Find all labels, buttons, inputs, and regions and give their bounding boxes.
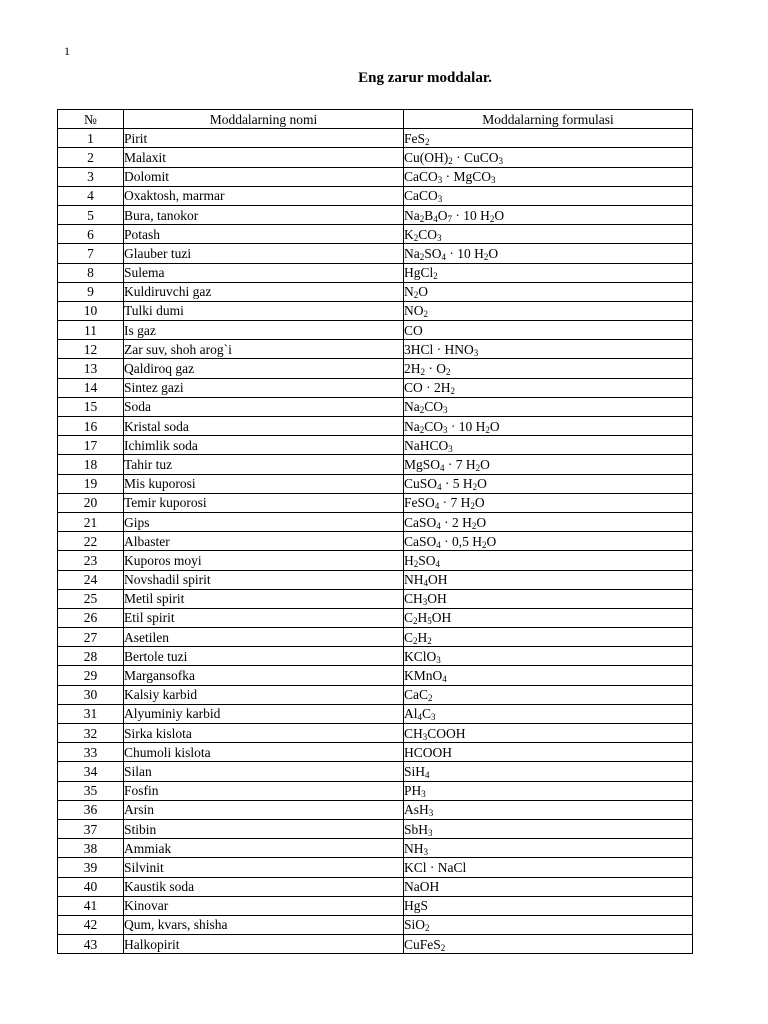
table-row bbox=[58, 167, 693, 186]
substance-name: Zar suv, shoh arog`i bbox=[124, 340, 404, 359]
table-row bbox=[58, 839, 693, 858]
substance-name: Arsin bbox=[124, 800, 404, 819]
substance-formula: MgSO$_4$ · 7 $H_2O$ bbox=[404, 455, 693, 474]
substance-formula: AsH$_3$ bbox=[404, 800, 693, 819]
substance-name: Halkopirit bbox=[124, 935, 404, 954]
substance-formula: $Na_2CO_3$ bbox=[404, 397, 693, 416]
substance-name: Temir kuporosi bbox=[124, 493, 404, 512]
substance-name: Bura, tanokor bbox=[124, 205, 404, 224]
table-row bbox=[58, 781, 693, 800]
row-number: 6 bbox=[58, 225, 124, 244]
row-number: 29 bbox=[58, 666, 124, 685]
row-number: 25 bbox=[58, 589, 124, 608]
substance-name: Pirit bbox=[124, 129, 404, 148]
table-row bbox=[58, 436, 693, 455]
substance-formula: $CH_3OH$ bbox=[404, 589, 693, 608]
row-number: 38 bbox=[58, 839, 124, 858]
substance-name: Kuldiruvchi gaz bbox=[124, 282, 404, 301]
header-row bbox=[58, 110, 693, 129]
row-number: 20 bbox=[58, 493, 124, 512]
substance-name: Soda bbox=[124, 397, 404, 416]
substance-name: Dolomit bbox=[124, 167, 404, 186]
table-row bbox=[58, 359, 693, 378]
substance-formula: SbH$_3$ bbox=[404, 819, 693, 838]
substance-name: Etil spirit bbox=[124, 608, 404, 627]
substance-name: Asetilen bbox=[124, 628, 404, 647]
table-row bbox=[58, 628, 693, 647]
table-row bbox=[58, 608, 693, 627]
substance-formula: CuFeS$_2$ bbox=[404, 935, 693, 954]
substance-formula: FeS$_2$ bbox=[404, 129, 693, 148]
substance-formula: CaSO$_4$ · 2 $H_2O$ bbox=[404, 512, 693, 531]
header-name: Moddalarning nomi bbox=[124, 110, 404, 129]
substance-formula: $Na_2SO_4 \cdot 10$ $H_2O$ bbox=[404, 244, 693, 263]
table-row bbox=[58, 743, 693, 762]
substance-name: Oxaktosh, marmar bbox=[124, 186, 404, 205]
substance-name: Bertole tuzi bbox=[124, 647, 404, 666]
table-row bbox=[58, 877, 693, 896]
substance-name: Ammiak bbox=[124, 839, 404, 858]
row-number: 1 bbox=[58, 129, 124, 148]
substance-formula: CaCO$_3$ · MgCO$_3$ bbox=[404, 167, 693, 186]
table-row bbox=[58, 858, 693, 877]
substance-name: Kinovar bbox=[124, 896, 404, 915]
row-number: 39 bbox=[58, 858, 124, 877]
table-row bbox=[58, 915, 693, 934]
substance-name: Kuporos moyi bbox=[124, 551, 404, 570]
row-number: 22 bbox=[58, 532, 124, 551]
row-number: 33 bbox=[58, 743, 124, 762]
substance-formula: CO · $2H_2$ bbox=[404, 378, 693, 397]
substance-formula: NaOH bbox=[404, 877, 693, 896]
substance-name: Albaster bbox=[124, 532, 404, 551]
substance-formula: SiH$_4$ bbox=[404, 762, 693, 781]
row-number: 40 bbox=[58, 877, 124, 896]
table-row bbox=[58, 148, 693, 167]
substance-formula: $NH_3$ bbox=[404, 839, 693, 858]
substance-name: Sintez gazi bbox=[124, 378, 404, 397]
row-number: 35 bbox=[58, 781, 124, 800]
table-row bbox=[58, 282, 693, 301]
row-number: 31 bbox=[58, 704, 124, 723]
substance-formula: HgCl$_2$ bbox=[404, 263, 693, 282]
substance-name: Silvinit bbox=[124, 858, 404, 877]
substance-name: Stibin bbox=[124, 819, 404, 838]
substance-name: Alyuminiy karbid bbox=[124, 704, 404, 723]
row-number: 8 bbox=[58, 263, 124, 282]
substance-formula: HCOOH bbox=[404, 743, 693, 762]
table-row bbox=[58, 589, 693, 608]
row-number: 7 bbox=[58, 244, 124, 263]
substance-formula: FeSO$_4$ · 7 $H_2O$ bbox=[404, 493, 693, 512]
substance-formula: $3HCl \cdot HNO_3$ bbox=[404, 340, 693, 359]
row-number: 9 bbox=[58, 282, 124, 301]
table-row bbox=[58, 493, 693, 512]
row-number: 17 bbox=[58, 436, 124, 455]
substance-name: Margansofka bbox=[124, 666, 404, 685]
row-number: 28 bbox=[58, 647, 124, 666]
substance-name: Kalsiy karbid bbox=[124, 685, 404, 704]
header-number: № bbox=[58, 110, 124, 129]
substance-formula: $H_2SO_4$ bbox=[404, 551, 693, 570]
table-row bbox=[58, 397, 693, 416]
row-number: 30 bbox=[58, 685, 124, 704]
row-number: 12 bbox=[58, 340, 124, 359]
row-number: 42 bbox=[58, 915, 124, 934]
substance-formula: CaCO$_3$ bbox=[404, 186, 693, 205]
row-number: 23 bbox=[58, 551, 124, 570]
substance-formula: $CH_3COOH$ bbox=[404, 724, 693, 743]
substance-formula: $C_2H_5OH$ bbox=[404, 608, 693, 627]
substance-name: Sulema bbox=[124, 263, 404, 282]
substance-name: Kaustik soda bbox=[124, 877, 404, 896]
table-row bbox=[58, 186, 693, 205]
row-number: 24 bbox=[58, 570, 124, 589]
row-number: 19 bbox=[58, 474, 124, 493]
substance-name: Qaldiroq gaz bbox=[124, 359, 404, 378]
substance-formula: SiO$_2$ bbox=[404, 915, 693, 934]
table-row bbox=[58, 455, 693, 474]
substance-name: Sirka kislota bbox=[124, 724, 404, 743]
substance-formula: $NO_2$ bbox=[404, 301, 693, 320]
table-row bbox=[58, 704, 693, 723]
table-row bbox=[58, 129, 693, 148]
substance-name: Glauber tuzi bbox=[124, 244, 404, 263]
substance-name: Mis kuporosi bbox=[124, 474, 404, 493]
table-row bbox=[58, 666, 693, 685]
table-row bbox=[58, 474, 693, 493]
header-formula: Moddalarning formulasi bbox=[404, 110, 693, 129]
table-header bbox=[58, 110, 693, 129]
row-number: 14 bbox=[58, 378, 124, 397]
row-number: 5 bbox=[58, 205, 124, 224]
row-number: 15 bbox=[58, 397, 124, 416]
substance-formula: NaHCO$_3$ bbox=[404, 436, 693, 455]
substance-name: Chumoli kislota bbox=[124, 743, 404, 762]
substance-formula: $C_2H_2$ bbox=[404, 628, 693, 647]
row-number: 43 bbox=[58, 935, 124, 954]
substance-formula: $Na_2B_4O_7 \cdot 10$ $H_2O$ bbox=[404, 205, 693, 224]
substance-name: Gips bbox=[124, 512, 404, 531]
row-number: 26 bbox=[58, 608, 124, 627]
row-number: 11 bbox=[58, 321, 124, 340]
substance-name: Kristal soda bbox=[124, 417, 404, 436]
substance-formula: KMnO$_4$ bbox=[404, 666, 693, 685]
substance-name: Potash bbox=[124, 225, 404, 244]
substance-name: Is gaz bbox=[124, 321, 404, 340]
substance-formula: $Al_4C_3$ bbox=[404, 704, 693, 723]
table-row bbox=[58, 800, 693, 819]
substance-formula: $2H_2 \cdot O_2$ bbox=[404, 359, 693, 378]
substance-formula: $PH_3$ bbox=[404, 781, 693, 800]
row-number: 13 bbox=[58, 359, 124, 378]
substance-formula: CO bbox=[404, 321, 693, 340]
table-row bbox=[58, 378, 693, 397]
table-row bbox=[58, 532, 693, 551]
substance-name: Qum, kvars, shisha bbox=[124, 915, 404, 934]
substance-name: Malaxit bbox=[124, 148, 404, 167]
row-number: 16 bbox=[58, 417, 124, 436]
substance-formula: $Na_2CO_3 \cdot 10$ $H_2O$ bbox=[404, 417, 693, 436]
substance-formula: $NH_4OH$ bbox=[404, 570, 693, 589]
table-row bbox=[58, 244, 693, 263]
table-row bbox=[58, 724, 693, 743]
substance-formula: $K_2CO_3$ bbox=[404, 225, 693, 244]
substance-name: Tahir tuz bbox=[124, 455, 404, 474]
table-row bbox=[58, 417, 693, 436]
substance-name: Tulki dumi bbox=[124, 301, 404, 320]
substance-name: Silan bbox=[124, 762, 404, 781]
table-row bbox=[58, 819, 693, 838]
table-row bbox=[58, 301, 693, 320]
table-row bbox=[58, 263, 693, 282]
table-row bbox=[58, 205, 693, 224]
row-number: 2 bbox=[58, 148, 124, 167]
document-title: Eng zarur moddalar. bbox=[358, 70, 492, 86]
row-number: 10 bbox=[58, 301, 124, 320]
row-number: 41 bbox=[58, 896, 124, 915]
substance-name: Novshadil spirit bbox=[124, 570, 404, 589]
row-number: 32 bbox=[58, 724, 124, 743]
substance-formula: KClO$_3$ bbox=[404, 647, 693, 666]
substances-table bbox=[57, 109, 693, 954]
table-row bbox=[58, 762, 693, 781]
substance-name: Ichimlik soda bbox=[124, 436, 404, 455]
row-number: 3 bbox=[58, 167, 124, 186]
row-number: 37 bbox=[58, 819, 124, 838]
table-row bbox=[58, 551, 693, 570]
page-number: 1 bbox=[64, 44, 70, 58]
table-body bbox=[58, 129, 693, 954]
row-number: 18 bbox=[58, 455, 124, 474]
substance-formula: HgS bbox=[404, 896, 693, 915]
substance-name: Metil spirit bbox=[124, 589, 404, 608]
table-row bbox=[58, 321, 693, 340]
table-row bbox=[58, 935, 693, 954]
substance-formula: KCl · NaCl bbox=[404, 858, 693, 877]
table-row bbox=[58, 225, 693, 244]
row-number: 36 bbox=[58, 800, 124, 819]
row-number: 4 bbox=[58, 186, 124, 205]
row-number: 21 bbox=[58, 512, 124, 531]
substance-formula: $N_2O$ bbox=[404, 282, 693, 301]
table-row bbox=[58, 685, 693, 704]
substance-formula: $Cu(OH)_2$ · CuCO$_3$ bbox=[404, 148, 693, 167]
substance-formula: CaC$_2$ bbox=[404, 685, 693, 704]
table-row bbox=[58, 512, 693, 531]
substance-name: Fosfin bbox=[124, 781, 404, 800]
substance-formula: CuSO$_4$ · 5 $H_2O$ bbox=[404, 474, 693, 493]
row-number: 34 bbox=[58, 762, 124, 781]
table-row bbox=[58, 340, 693, 359]
table-row bbox=[58, 896, 693, 915]
table-row bbox=[58, 570, 693, 589]
table-row bbox=[58, 647, 693, 666]
row-number: 27 bbox=[58, 628, 124, 647]
substance-formula: CaSO$_4$ · 0,5 $H_2O$ bbox=[404, 532, 693, 551]
